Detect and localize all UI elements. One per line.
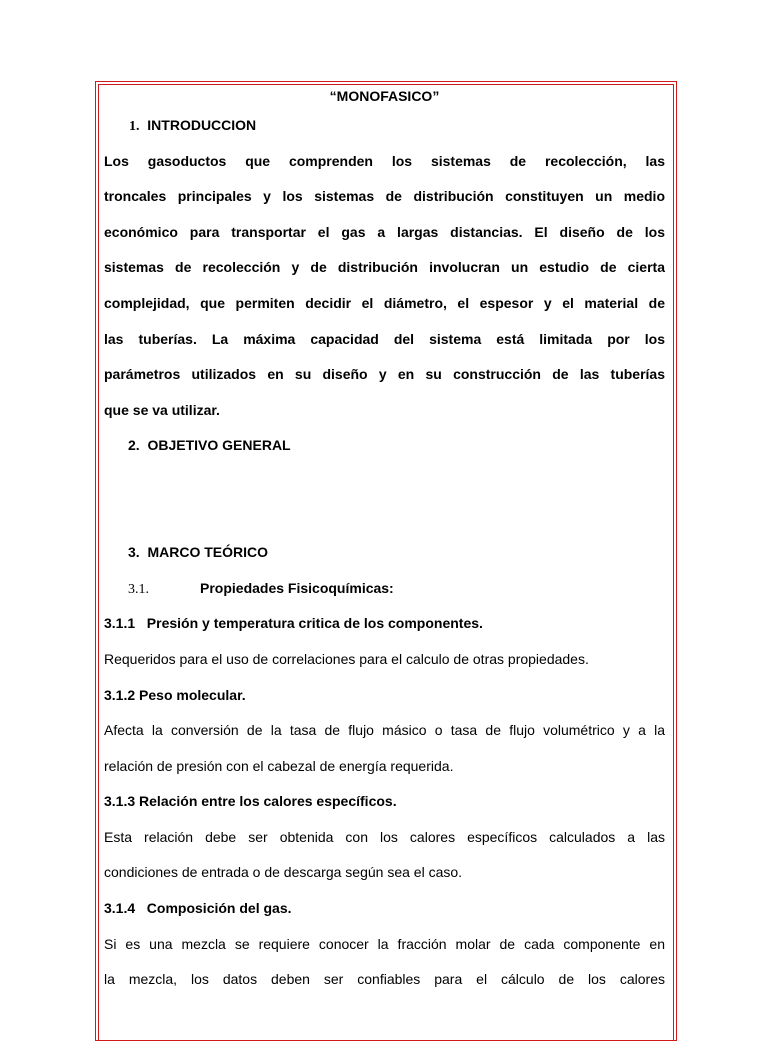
heading-text: Propiedades Fisicoquímicas: [200, 579, 394, 596]
paragraph-line: económico para transportar el gas a largas distancias. El diseño de los [104, 223, 665, 240]
heading-3-1-4: 3.1.4 Composición del gas. [104, 900, 292, 917]
paragraph-line: que se va utilizar. [104, 401, 220, 418]
empty-space [104, 464, 665, 535]
paragraph-line: Esta relación debe ser obtenida con los calores específicos calculados a las [104, 828, 665, 845]
paragraph-line: Los gasoductos que comprenden los sistemas de recolección, las [104, 152, 665, 169]
paragraph-line: Requeridos para el uso de correlaciones para el calculo de otras propiedades. [104, 650, 589, 667]
document-body [104, 84, 665, 998]
paragraph-line: la mezcla, los datos deben ser confiables para el cálculo de los calores [104, 971, 665, 988]
paragraph-line: parámetros utilizados en su diseño y en su construcción de las tuberías [104, 366, 665, 383]
heading-3-1 [104, 571, 665, 607]
intro-paragraph [104, 144, 665, 429]
heading-3-1-2: 3.1.2 Peso molecular. [104, 686, 246, 703]
paragraph-line: las tuberías. La máxima capacidad del sistema está limitada por los [104, 330, 665, 347]
paragraph-line: troncales principales y los sistemas de distribución constituyen un medio [104, 188, 665, 205]
heading-introduccion [104, 108, 665, 144]
document-title: “MONOFASICO” [329, 88, 440, 104]
heading-text: MARCO TEÓRICO [147, 544, 269, 561]
paragraph-line: relación de presión con el cabezal de energía requerida. [104, 757, 454, 774]
heading-objetivo-general [104, 428, 665, 464]
heading-number: 2. [128, 437, 140, 454]
paragraph-line: Si es una mezcla se requiere conocer la fracción molar de cada componente en [104, 935, 665, 952]
heading-number: 3. [128, 544, 140, 561]
heading-text: OBJETIVO GENERAL [147, 437, 291, 454]
paragraph-line: condiciones de entrada o de descarga según sea el caso. [104, 864, 463, 881]
heading-3-1-3: 3.1.3 Relación entre los calores específicos. [104, 793, 397, 810]
paragraph-line: Afecta la conversión de la tasa de flujo másico o tasa de flujo volumétrico y a la [104, 722, 665, 739]
paragraph-line: sistemas de recolección y de distribución involucran un estudio de cierta [104, 259, 665, 276]
heading-number: 1. [129, 119, 140, 134]
heading-text: INTRODUCCION [147, 117, 257, 133]
paragraph-line: complejidad, que permiten decidir el diámetro, el espesor y el material de [104, 294, 665, 311]
heading-3-1-1: 3.1.1 Presión y temperatura critica de los componentes. [104, 615, 483, 632]
heading-marco-teorico [104, 535, 665, 571]
heading-number: 3.1. [128, 581, 149, 597]
